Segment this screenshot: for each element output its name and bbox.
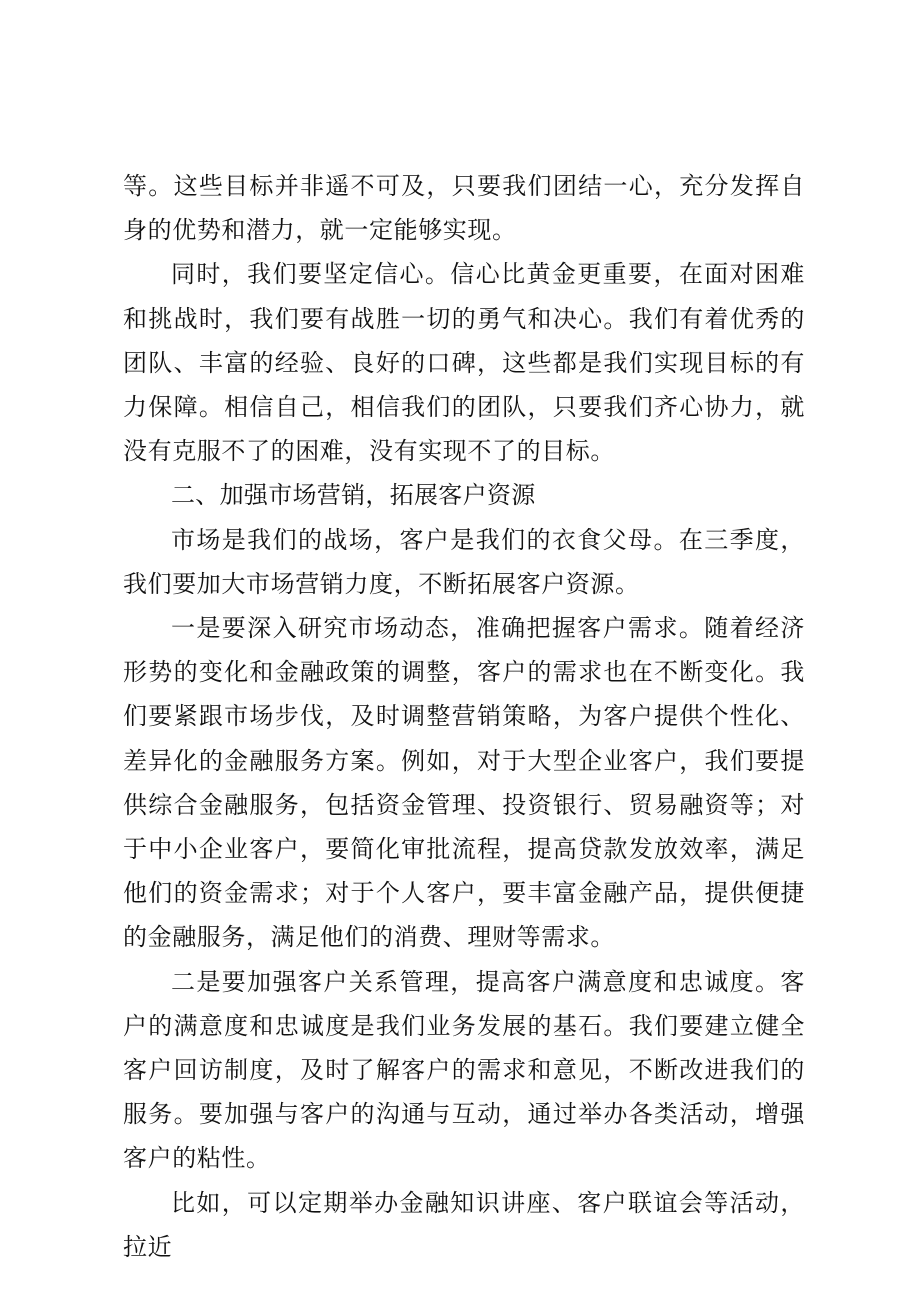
paragraph-customer-relations: 二是要加强客户关系管理，提高客户满意度和忠诚度。客户的满意度和忠诚度是我们业务发展的基石。我们要建立健全客户回访制度，及时了解客户的需求和意见，不断改进我们的服务。要加强与客户的沟通与互动，通过举办各类活动，增强客户的粘性。 xyxy=(123,967,805,1173)
paragraph-events: 比如，可以定期举办金融知识讲座、客户联谊会等活动，拉近 xyxy=(123,1188,805,1261)
paragraph-market-intro: 市场是我们的战场，客户是我们的衣食父母。在三季度，我们要加大市场营销力度，不断拓展客户资源。 xyxy=(123,525,805,598)
paragraph-market-research: 一是要深入研究市场动态，准确把握客户需求。随着经济形势的变化和金融政策的调整，客户的需求也在不断变化。我们要紧跟市场步伐，及时调整营销策略，为客户提供个性化、差异化的金融服务方案。例如，对于大型企业客户，我们要提供综合金融服务，包括资金管理、投资银行、贸易融资等；对于中小企业客户，要简化审批流程，提高贷款发放效率，满足他们的资金需求；对于个人客户，要丰富金融产品，提供便捷的金融服务，满足他们的消费、理财等需求。 xyxy=(123,614,805,952)
paragraph-continuation: 等。这些目标并非遥不可及，只要我们团结一心，充分发挥自身的优势和潜力，就一定能够实现。 xyxy=(123,172,805,245)
section-heading-marketing: 二、加强市场营销，拓展客户资源 xyxy=(171,481,536,510)
paragraph-confidence: 同时，我们要坚定信心。信心比黄金更重要，在面对困难和挑战时，我们要有战胜一切的勇气和决心。我们有着优秀的团队、丰富的经验、良好的口碑，这些都是我们实现目标的有力保障。相信自己，相信我们的团队，只要我们齐心协力，就没有克服不了的困难，没有实现不了的目标。 xyxy=(123,260,805,466)
document-body xyxy=(123,164,805,1269)
